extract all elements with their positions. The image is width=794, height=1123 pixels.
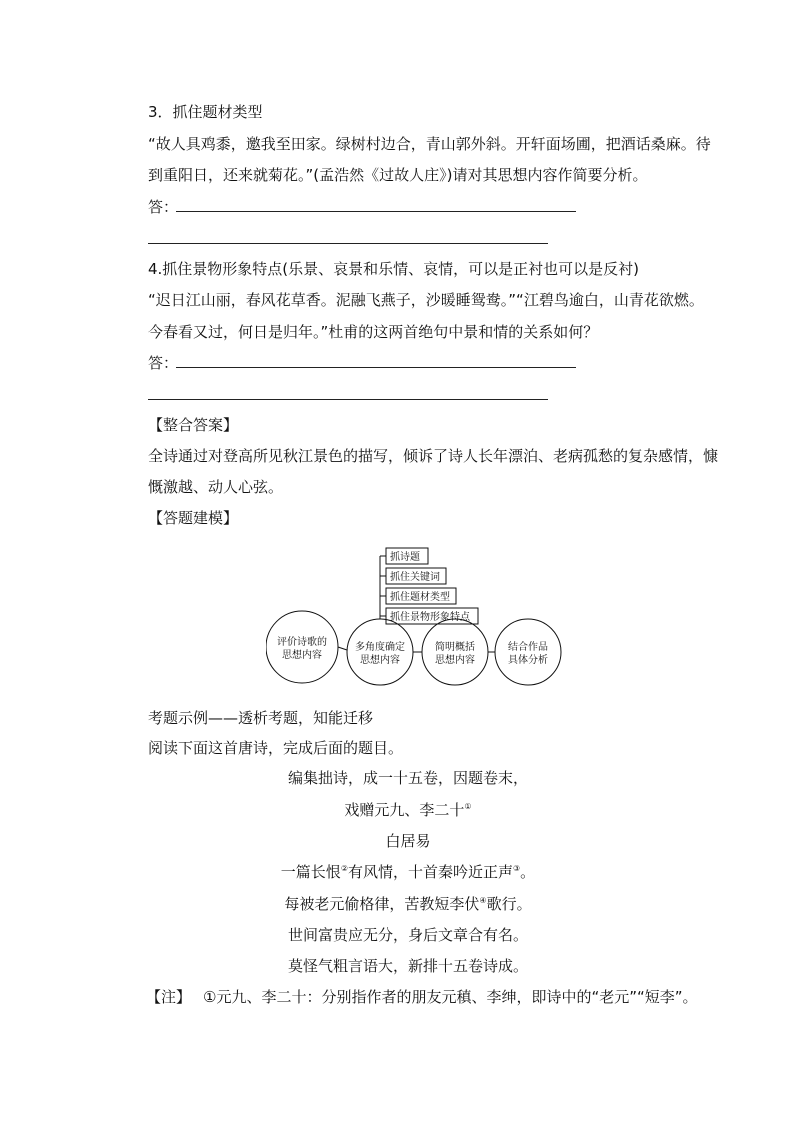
integrated-answer-heading: 【整合答案】 xyxy=(148,416,239,434)
section3-answer-label: 答： xyxy=(148,198,179,216)
section4-heading: 4.抓住景物形象特点(乐景、哀景和乐情、哀情，可以是正衬也可以是反衬) xyxy=(148,260,640,278)
poem-author: 白居易 xyxy=(385,832,431,850)
answer-model-diagram xyxy=(266,546,566,691)
section4-answer-label: 答： xyxy=(148,354,179,372)
poem-title-line2: 戏赠元九、李二十① xyxy=(344,801,472,819)
diagram-label-determine: 多角度确定思想内容 xyxy=(355,642,405,666)
section3-answer-blank-1 xyxy=(176,211,576,212)
poem-line-1: 一篇长恨②有风情，十首秦吟近正声③。 xyxy=(280,863,536,881)
footnote-mark-1: ① xyxy=(464,802,472,811)
poem-title-line1: 编集拙诗，成一十五卷，因题卷末， xyxy=(287,769,528,787)
section4-answer-blank-1 xyxy=(176,367,576,368)
note-text: ①元九、李二十：分别指作者的朋友元稹、李绅，即诗中的“老元”“短李”。 xyxy=(203,988,698,1006)
section3-poem-line1: “故人具鸡黍，邀我至田家。绿树村边合，青山郭外斜。开轩面场圃，把酒话桑麻。待 xyxy=(148,135,711,153)
section3-answer-blank-2 xyxy=(148,243,548,244)
diagram-label-evaluate: 评价诗歌的思想内容 xyxy=(277,637,327,661)
footnote-mark-4: ④ xyxy=(479,896,487,905)
note-label: 【注】 xyxy=(146,988,192,1006)
integrated-answer-line1: 全诗通过对登高所见秋江景色的描写，倾诉了诗人长年漂泊、老病孤愁的复杂感情，慷 xyxy=(148,447,719,465)
diagram-label-theme-type: 抓住题材类型 xyxy=(390,592,450,603)
example-intro: 阅读下面这首唐诗，完成后面的题目。 xyxy=(148,739,404,757)
poem-line-4: 莫怪气粗言语大，新排十五卷诗成。 xyxy=(287,957,528,975)
integrated-answer-line2: 慨激越、动人心弦。 xyxy=(148,478,284,496)
diagram-label-summarize: 简明概括思想内容 xyxy=(435,642,475,666)
footnote-mark-2: ② xyxy=(340,864,348,873)
section3-heading: 3．抓住题材类型 xyxy=(148,103,263,121)
diagram-label-scenery: 抓住景物形象特点 xyxy=(390,612,470,623)
diagram-label-poem-title: 抓诗题 xyxy=(390,552,420,563)
poem-line-3: 世间富贵应无分，身后文章合有名。 xyxy=(287,926,528,944)
diagram-label-keywords: 抓住关键词 xyxy=(390,572,440,583)
section4-poem-line2: 今春看又过，何日是归年。”杜甫的这两首绝句中景和情的关系如何？ xyxy=(148,323,599,341)
model-heading: 【答题建模】 xyxy=(148,509,239,527)
example-heading: 考题示例——透析考题，知能迁移 xyxy=(148,709,374,727)
footnote-mark-3: ③ xyxy=(513,864,521,873)
diagram-label-analyze: 结合作品具体分析 xyxy=(508,642,548,666)
section4-answer-blank-2 xyxy=(148,399,548,400)
section3-poem-line2: 到重阳日，还来就菊花。”(孟浩然《过故人庄》)请对其思想内容作简要分析。 xyxy=(148,166,648,184)
poem-line-2: 每被老元偷格律，苦教短李伏④歌行。 xyxy=(284,895,532,913)
section4-poem-line1: “迟日江山丽，春风花草香。泥融飞燕子，沙暖睡鸳鸯。”“江碧鸟逾白，山青花欲燃。 xyxy=(148,291,704,309)
